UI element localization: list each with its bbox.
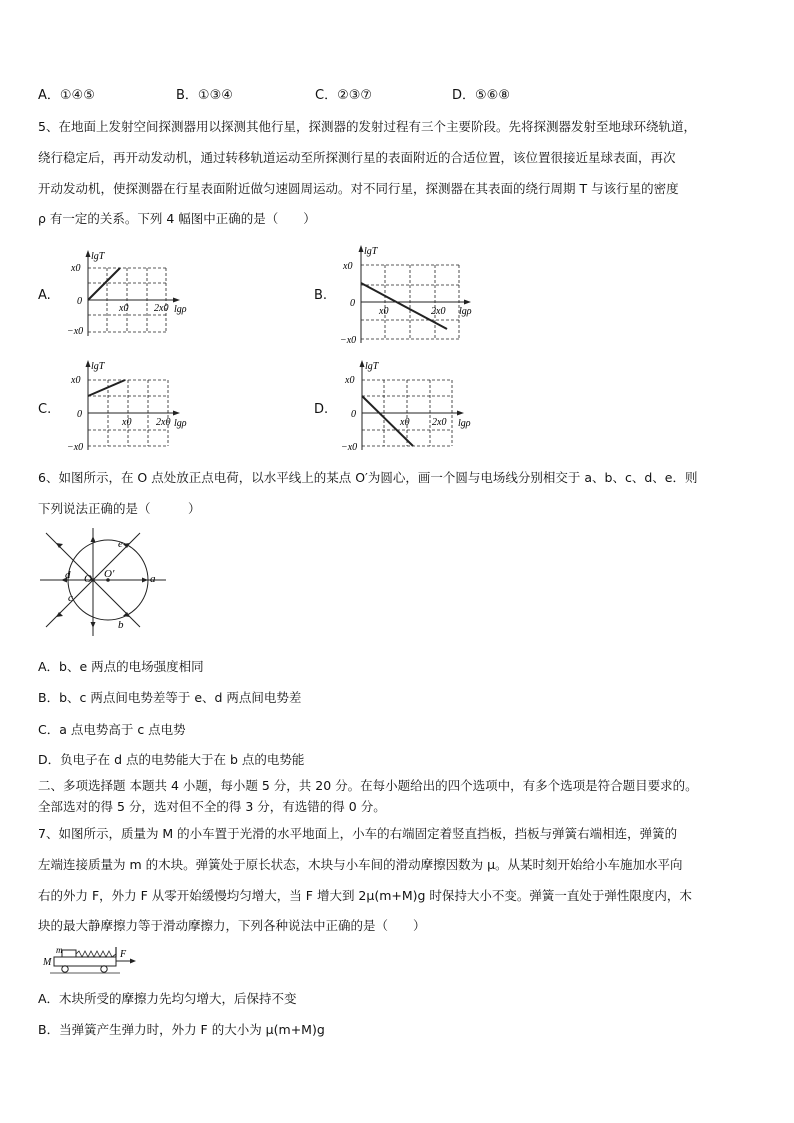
svg-text:x0: x0 <box>379 306 389 317</box>
q7-line-3: 右的外力 F，外力 F 从零开始缓慢均匀增大，当 F 增大到 2μ(m+M)g 时保持大小不变。弹簧一直处于弹性限度内，木 <box>38 888 692 903</box>
q5-line-3: 开动发动机，使探测器在行星表面附近做匀速圆周运动。对不同行星，探测器在其表面的绕行周期 T 与该行星的密度 <box>38 181 679 196</box>
q5-graph-label-c[interactable]: C. <box>38 402 52 417</box>
svg-text:a: a <box>150 573 156 585</box>
q7-option-b[interactable]: B．当弹簧产生弹力时，外力 F 的大小为 μ(m+M)g <box>38 1022 325 1037</box>
q7-line-1: 7、如图所示，质量为 M 的小车置于光滑的水平地面上，小车的右端固定着竖直挡板，挡板与弹簧右端相连，弹簧的 <box>38 826 678 841</box>
q7-line-4: 块的最大静摩擦力等于滑动摩擦力，下列各种说法中正确的是（ ） <box>38 918 426 933</box>
q5-line-4: ρ 有一定的关系。下列 4 幅图中正确的是（ ） <box>38 211 316 226</box>
q4-option-d[interactable]: D．⑤⑥⑧ <box>452 88 510 103</box>
q5-graph-label-d[interactable]: D. <box>314 402 329 417</box>
svg-text:d: d <box>65 569 71 581</box>
svg-text:lgρ: lgρ <box>174 304 187 315</box>
svg-text:−x0: −x0 <box>340 335 357 346</box>
svg-text:b: b <box>118 619 124 631</box>
q7-figure <box>40 945 140 975</box>
q5-line-2: 绕行稳定后，再开动发动机，通过转移轨道运动至所探测行星的表面附近的合适位置，该位置很接近星球表面，再次 <box>38 150 676 165</box>
svg-text:−x0: −x0 <box>341 442 358 453</box>
svg-text:c: c <box>68 592 73 604</box>
q4-option-b[interactable]: B．①③④ <box>176 88 233 103</box>
q7-option-a[interactable]: A．木块所受的摩擦力先均匀增大，后保持不变 <box>38 991 297 1006</box>
svg-text:0: 0 <box>351 409 356 420</box>
q5-graph-label-b[interactable]: B. <box>314 288 328 303</box>
q6-option-d[interactable]: D．负电子在 d 点的电势能大于在 b 点的电势能 <box>38 752 305 767</box>
q5-graph-d <box>336 358 486 454</box>
q4-option-a[interactable]: A．①④⑤ <box>38 88 95 103</box>
svg-text:lgρ: lgρ <box>459 306 472 317</box>
svg-text:0: 0 <box>350 298 355 309</box>
graph-a-y-label: lgT <box>91 251 105 262</box>
q5-graph-a <box>62 248 192 340</box>
q5-graph-b <box>335 243 490 347</box>
svg-text:O: O <box>84 573 92 585</box>
q6-figure <box>38 526 168 640</box>
svg-text:x0: x0 <box>400 417 410 428</box>
svg-text:m: m <box>56 945 63 955</box>
svg-text:2x0: 2x0 <box>156 417 171 428</box>
svg-text:lgρ: lgρ <box>174 418 187 429</box>
q5-line-1: 5、在地面上发射空间探测器用以探测其他行星，探测器的发射过程有三个主要阶段。先将探测器发射至地球环绕轨道， <box>38 119 696 134</box>
svg-text:lgT: lgT <box>365 361 379 372</box>
q5-graph-label-a[interactable]: A. <box>38 288 51 303</box>
q6-line-2: 下列说法正确的是（ ） <box>38 501 201 516</box>
svg-text:lgρ: lgρ <box>458 418 471 429</box>
svg-text:F: F <box>120 949 127 960</box>
q6-line-1: 6、如图所示，在 O 点处放正点电荷，以水平线上的某点 O′为圆心，画一个圆与电场线分别相交于 a、b、c、d、e．则 <box>38 470 698 485</box>
svg-text:2x0: 2x0 <box>154 303 169 314</box>
q7-line-2: 左端连接质量为 m 的木块。弹簧处于原长状态，木块与小车间的滑动摩擦因数为 μ。从某时刻开始给小车施加水平向 <box>38 857 683 872</box>
svg-text:lgT: lgT <box>364 246 378 257</box>
q6-option-a[interactable]: A．b、e 两点的电场强度相同 <box>38 659 204 674</box>
q4-option-c[interactable]: C．②③⑦ <box>315 88 373 103</box>
svg-text:x0: x0 <box>119 303 129 314</box>
svg-text:x0: x0 <box>122 417 132 428</box>
svg-text:0: 0 <box>77 296 82 307</box>
section2-line-1: 二、多项选择题 本题共 4 小题，每小题 5 分，共 20 分。在每小题给出的四个选项中，有多个选项是符合题目要求的。 <box>38 778 698 793</box>
q6-option-c[interactable]: C．a 点电势高于 c 点电势 <box>38 722 186 737</box>
svg-text:x0: x0 <box>345 375 355 386</box>
svg-text:2x0: 2x0 <box>432 417 447 428</box>
svg-text:x0: x0 <box>71 375 81 386</box>
q5-graph-c <box>62 358 192 454</box>
section2-line-2: 全部选对的得 5 分，选对但不全的得 3 分，有选错的得 0 分。 <box>38 799 386 814</box>
q6-option-b[interactable]: B．b、c 两点间电势差等于 e、d 两点间电势差 <box>38 690 302 705</box>
svg-text:−x0: −x0 <box>67 442 84 453</box>
svg-text:−x0: −x0 <box>67 326 84 337</box>
svg-text:lgT: lgT <box>91 361 105 372</box>
svg-text:e: e <box>118 538 123 550</box>
svg-text:2x0: 2x0 <box>431 306 446 317</box>
svg-text:x0: x0 <box>343 261 353 272</box>
svg-text:O′: O′ <box>104 568 115 580</box>
svg-text:x0: x0 <box>71 263 81 274</box>
svg-text:0: 0 <box>77 409 82 420</box>
svg-text:M: M <box>43 957 52 968</box>
